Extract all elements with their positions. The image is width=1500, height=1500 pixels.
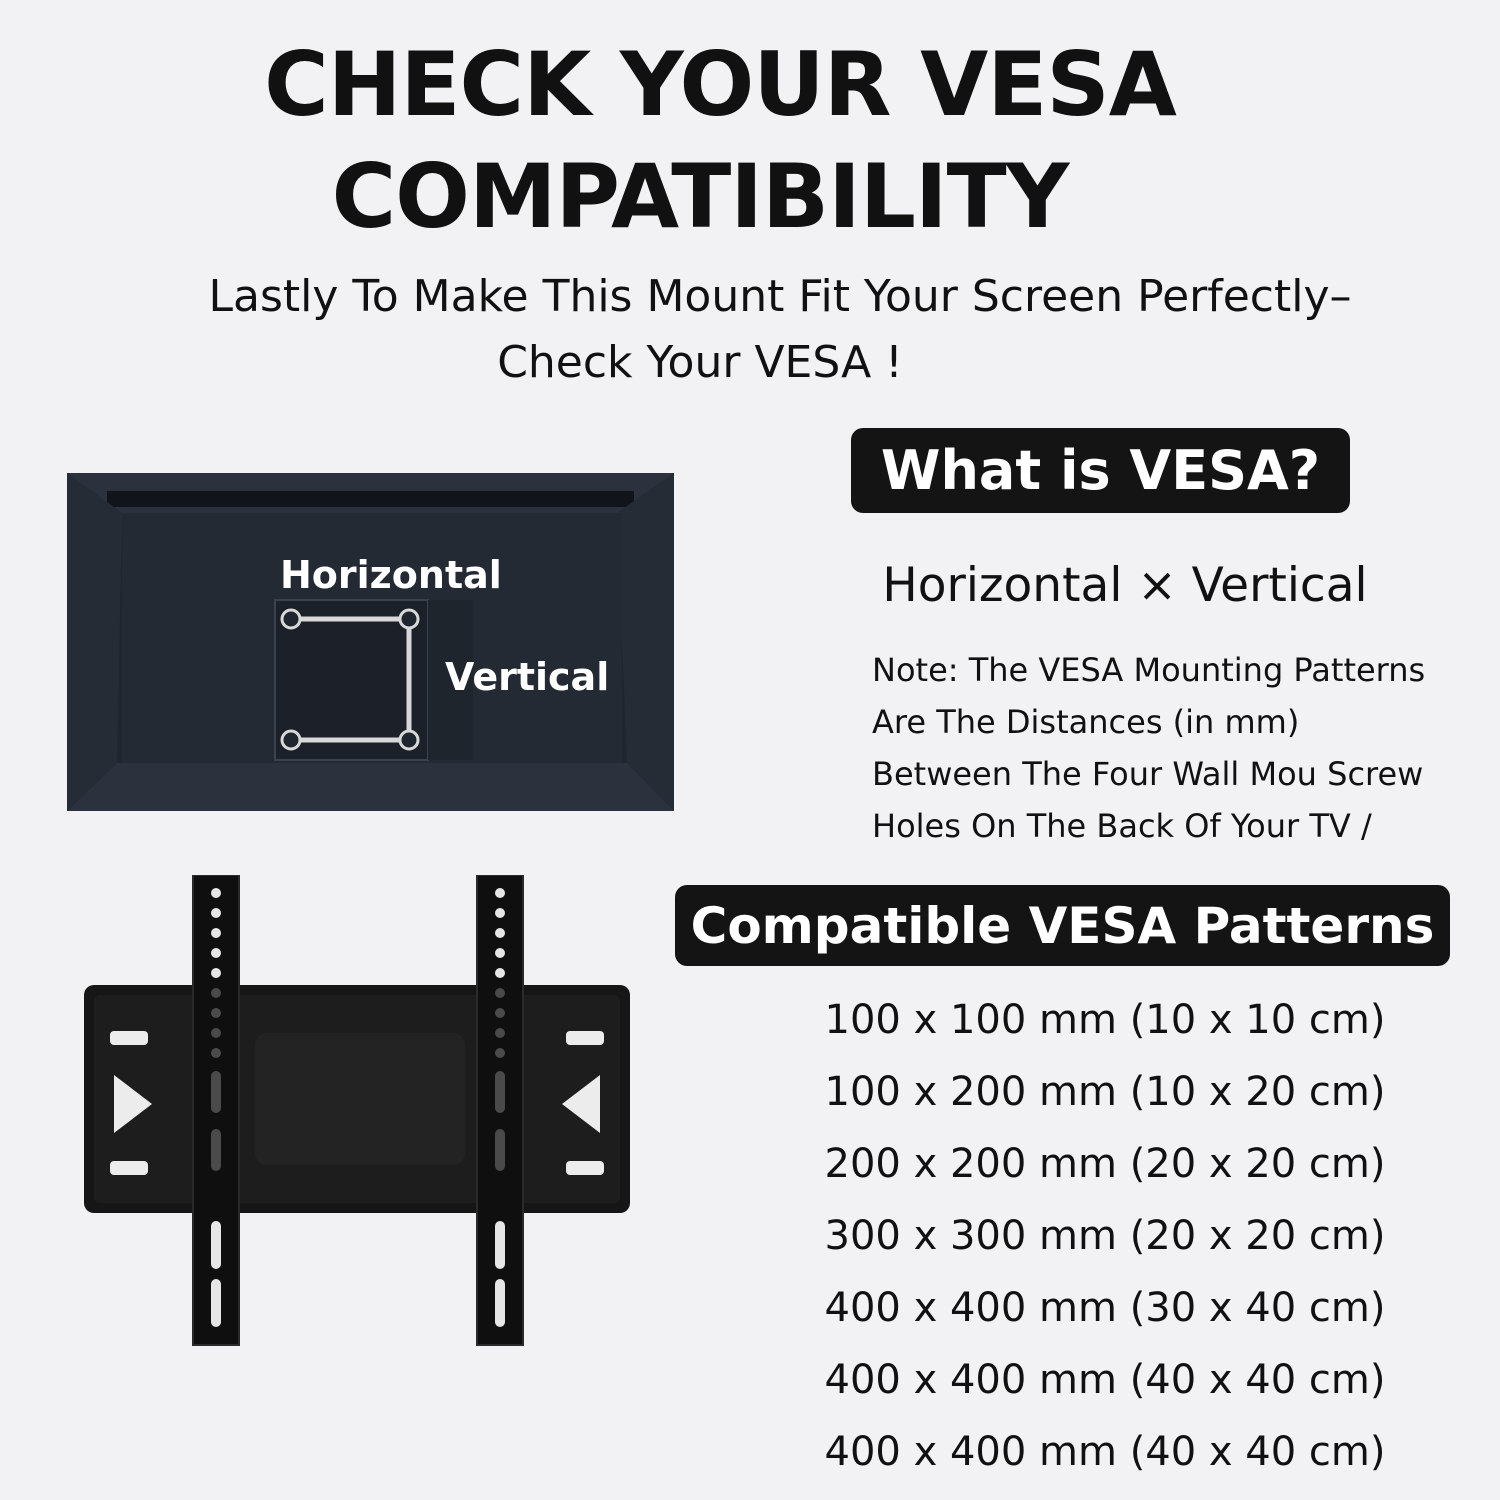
page-title-line1: CHECK YOUR VESA	[264, 33, 1176, 136]
page-title-line2: COMPATIBILITY	[331, 145, 1069, 248]
tv-back-graphic	[67, 473, 674, 811]
tv-back-illustration	[67, 473, 674, 811]
note-line: Are The Distances (in mm)	[872, 703, 1300, 741]
wall-mount-graphic	[80, 875, 640, 1347]
pattern-list	[760, 984, 1450, 1488]
pattern-item: 200 x 200 mm (20 x 20 cm)	[824, 1141, 1386, 1187]
page-subtitle-line2: Check Your VESA !	[497, 337, 903, 388]
pattern-item: 300 x 300 mm (20 x 20 cm)	[824, 1213, 1386, 1259]
compatible-patterns-heading: Compatible VESA Patterns	[675, 885, 1450, 966]
note-line: Note: The VESA Mounting Patterns	[872, 651, 1426, 689]
page-subtitle-line1: Lastly To Make This Mount Fit Your Screen Perfectly–	[208, 271, 1352, 322]
pattern-item: 400 x 400 mm (30 x 40 cm)	[824, 1285, 1386, 1331]
what-is-vesa-heading: What is VESA?	[851, 428, 1350, 513]
wall-mount-illustration	[80, 875, 640, 1347]
pattern-item: 400 x 400 mm (40 x 40 cm)	[824, 1429, 1386, 1475]
pattern-item: 400 x 400 mm (40 x 40 cm)	[824, 1357, 1386, 1403]
note-line: Between The Four Wall Mou Screw	[872, 755, 1424, 793]
pattern-item: 100 x 200 mm (10 x 20 cm)	[824, 1069, 1386, 1115]
vertical-label: Vertical	[445, 655, 610, 699]
pattern-item: 100 x 100 mm (10 x 10 cm)	[824, 997, 1386, 1043]
vesa-formula: Horizontal × Vertical	[882, 558, 1368, 613]
vesa-note	[872, 644, 1482, 852]
horizontal-label: Horizontal	[280, 553, 502, 597]
note-line: Holes On The Back Of Your TV /	[872, 807, 1372, 845]
